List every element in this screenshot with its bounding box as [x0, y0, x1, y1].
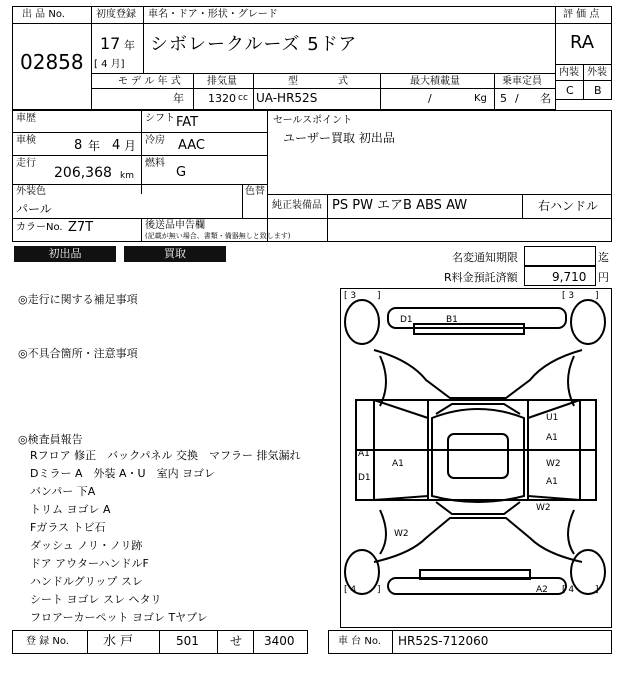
lot-label: 出 品 No. [22, 9, 65, 20]
cabin-icon [432, 409, 524, 502]
inspector-line: ドア アウターハンドルF [30, 557, 149, 570]
ac-label: 冷房 [145, 135, 165, 146]
damage-mark: A1 [546, 477, 558, 487]
first-reg-year: 17 [100, 34, 121, 53]
first-reg-label: 初度登録 [96, 9, 136, 20]
damage-mark: A1 [358, 449, 370, 459]
registration-kana: せ [230, 634, 243, 648]
declaration-note: (記載が無い場合、書類・備器無しと致します) [145, 232, 291, 240]
inspector-line: トリム ヨゴレ A [30, 503, 111, 516]
lot-number: 02858 [20, 50, 84, 74]
interior-score-label: 内装 [559, 67, 579, 78]
exterior-score-label: 外装 [587, 67, 607, 78]
right-fender-icon [568, 356, 574, 406]
capacity-label: 乗車定員 [502, 76, 542, 87]
car-name: シボレークルーズ 5ドア [150, 34, 358, 55]
capacity-unit: 名 [540, 92, 551, 105]
equipment: PS PW エアB ABS AW [332, 198, 468, 213]
sales-point-label: セールスポイント [273, 115, 353, 126]
capacity: 5 [500, 92, 507, 105]
registration-label: 登 録 No. [26, 636, 69, 647]
sales-point: ユーザー買取 初出品 [283, 131, 395, 145]
defect-notes-header: ◎不具合箇所・注意事項 [18, 347, 138, 360]
shift: FAT [176, 115, 199, 130]
max-load-label: 最大積載量 [410, 76, 460, 87]
chassis-label: 車 台 No. [338, 636, 381, 647]
equipment-label: 純正装備品 [272, 200, 322, 211]
history-label: 車歴 [16, 113, 36, 124]
tire-depth-front-right: [ 3 ] [562, 291, 599, 301]
inspection-month: 4 [112, 138, 121, 153]
mileage-label: 走行 [16, 158, 36, 169]
registration-office: 水 戸 [103, 634, 134, 649]
tire-front-left-icon [345, 300, 379, 344]
shift-label: シフト [145, 113, 175, 124]
tag-buyback: 買取 [124, 246, 226, 262]
recycle-amount: 9,710 [552, 270, 587, 284]
inspection-label: 車検 [16, 135, 36, 146]
registration-number: 3400 [264, 634, 295, 648]
damage-mark: W2 [394, 529, 409, 539]
model-year-unit: 年 [173, 92, 184, 105]
inspector-line: ハンドルグリップ スレ [30, 575, 143, 588]
displacement: 1320 [208, 92, 236, 105]
driving-notes-header: ◎走行に関する補足事項 [18, 293, 138, 306]
inspection-month-unit: 月 [124, 139, 137, 153]
max-load-unit: Kg [474, 93, 487, 104]
model-type: UA-HR52S [256, 91, 318, 105]
car-condition-diagram [340, 288, 612, 628]
damage-mark: D1 [400, 315, 413, 325]
color-no-label: カラーNo. [16, 222, 63, 233]
mileage: 206,368 [54, 165, 112, 181]
exterior-color-label: 外装色 [16, 186, 46, 197]
deadline-box [524, 246, 596, 266]
inspector-line: シート ヨゴレ スレ ヘタリ [30, 593, 162, 606]
tire-front-right-icon [571, 300, 605, 344]
mileage-unit: km [120, 171, 134, 181]
inspector-line: Rフロア 修正 バックパネル 交換 マフラー 排気漏れ [30, 449, 301, 462]
repaint-label: 色替 [245, 186, 265, 197]
steering: 右ハンドル [538, 199, 599, 213]
inspector-line: Fガラス トビ石 [30, 521, 106, 534]
model-year-label: モ デ ル 年 式 [118, 76, 181, 87]
max-load-slash: / [428, 92, 432, 105]
inspection-year-unit: 年 [88, 139, 101, 153]
exterior-score: B [594, 84, 602, 97]
fuel: G [176, 165, 187, 180]
deadline-unit: 迄 [598, 251, 609, 264]
damage-mark: W2 [546, 459, 561, 469]
left-fender-icon [380, 356, 386, 406]
damage-mark: D1 [358, 473, 371, 483]
capacity-slash: / [515, 92, 519, 105]
displacement-unit: cc [238, 93, 248, 103]
score-label: 評 価 点 [563, 9, 600, 20]
inspection-year: 8 [74, 138, 83, 153]
color-no: Z7T [68, 220, 94, 235]
displacement-label: 排気量 [207, 76, 237, 87]
fuel-label: 燃料 [145, 158, 165, 169]
inspector-line: Dミラー A 外装 A・U 室内 ヨゴレ [30, 467, 216, 480]
interior-score: C [566, 84, 574, 97]
chassis-number: HR52S-712060 [398, 634, 489, 648]
damage-mark: U1 [546, 413, 559, 423]
registration-class: 501 [176, 634, 199, 648]
inspector-line: フロアーカーペット ヨゴレ Tヤブレ [30, 611, 208, 624]
tag-first-listing: 初出品 [14, 246, 116, 262]
exterior-color: パール [16, 202, 52, 216]
score-value: RA [570, 32, 595, 53]
damage-mark: A2 [536, 585, 548, 595]
first-reg-month: [ 4 月] [94, 59, 125, 70]
damage-mark: A1 [546, 433, 558, 443]
car-name-label: 車名・ドア・形状・グレード [148, 9, 278, 20]
ac: AAC [178, 138, 205, 153]
tire-depth-front-left: [ 3 ] [344, 291, 381, 301]
declaration-label: 後送品申告欄 [145, 220, 205, 231]
type-label: 型 式 [288, 76, 348, 87]
first-reg-year-unit: 年 [124, 39, 135, 52]
tire-depth-rear-left: [ 4 ] [344, 585, 381, 595]
damage-mark: W2 [536, 503, 551, 513]
recycle-label: R料金預託済額 [444, 271, 518, 284]
damage-mark: B1 [446, 315, 458, 325]
inspector-line: バンパー 下A [30, 485, 96, 498]
damage-mark: A1 [392, 459, 404, 469]
recycle-unit: 円 [598, 271, 609, 284]
tire-depth-rear-right: [ 4 ] [562, 585, 599, 595]
deadline-label: 名変通知期限 [452, 251, 518, 264]
inspector-report-header: ◎検査員報告 [18, 433, 83, 446]
inspector-line: ダッシュ ノリ・ノリ跡 [30, 539, 143, 552]
